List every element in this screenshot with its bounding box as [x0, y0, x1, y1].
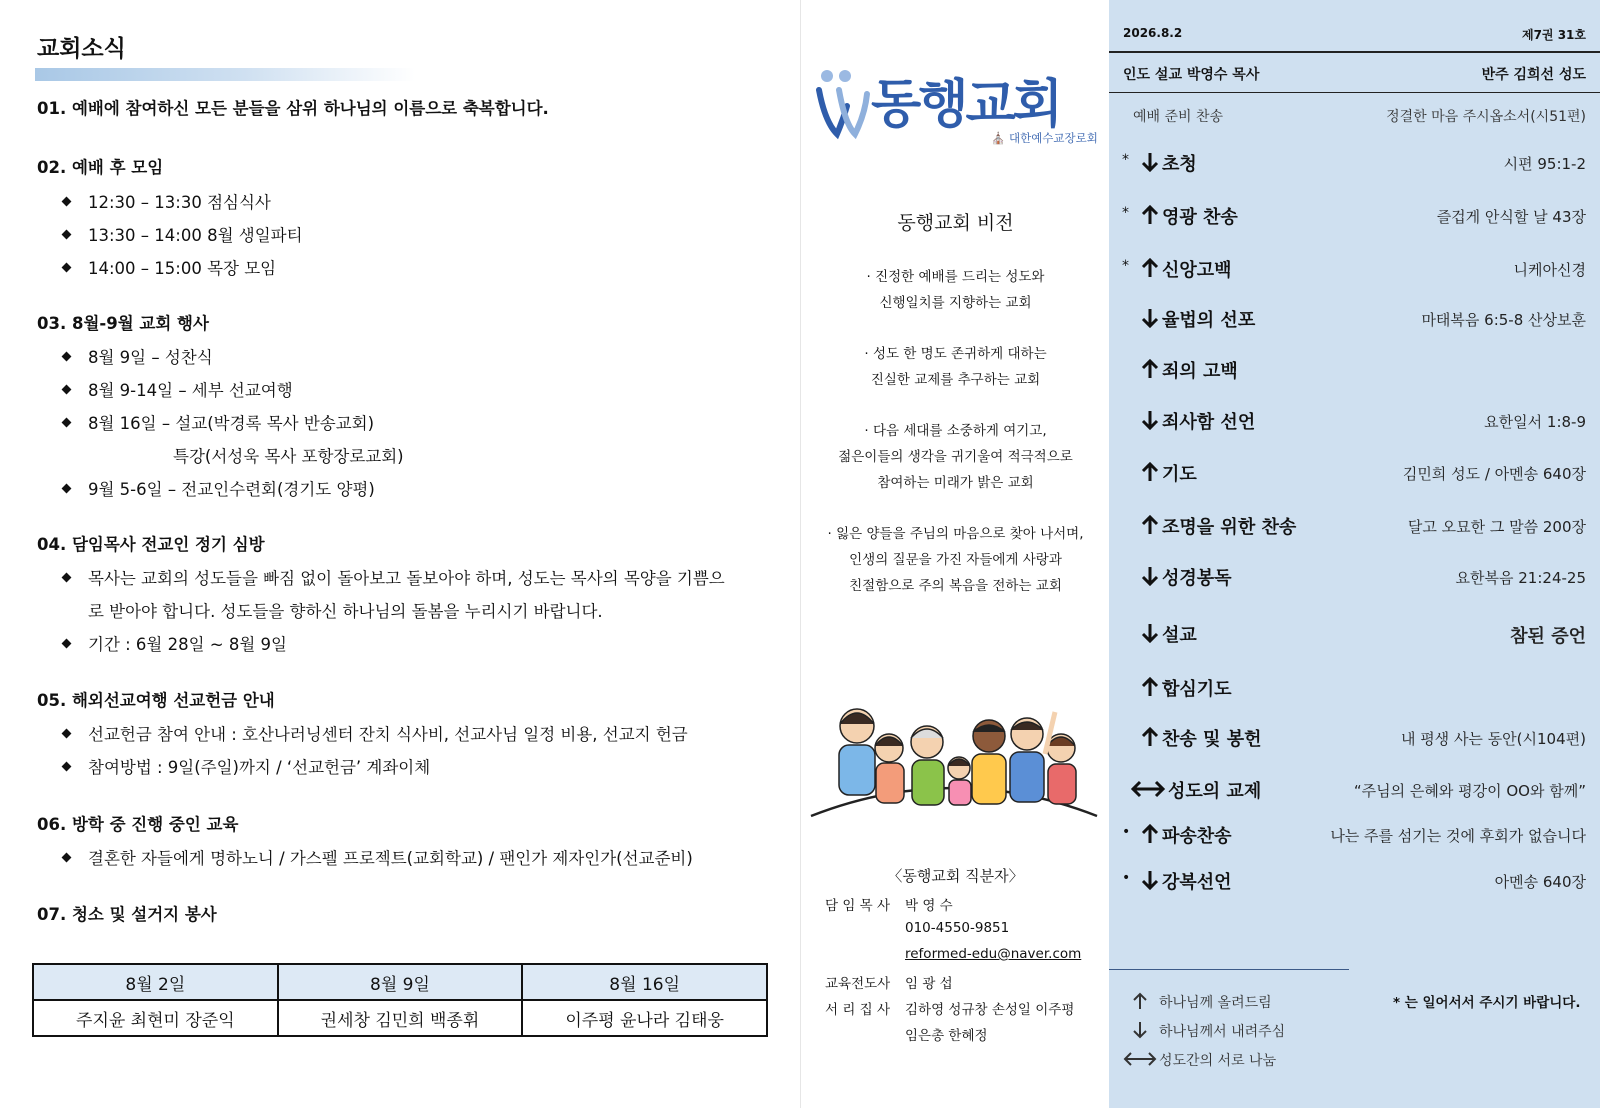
arrow-down-icon [1141, 870, 1159, 890]
vision-panel [800, 0, 1109, 1108]
order-item-label: 기도 [1162, 464, 1197, 485]
order-item-label: 성도의 교제 [1168, 781, 1262, 802]
order-item [1109, 406, 1600, 436]
divider [1109, 51, 1600, 53]
order-item-value: “주님의 은혜와 평강이 OO와 함께” [1353, 782, 1586, 800]
order-item-label: 초청 [1162, 154, 1197, 175]
table-cell: 주지윤 최현미 장준익 [33, 1000, 278, 1036]
bullet-icon [62, 352, 72, 362]
staff-name: 임은총 한혜정 [905, 1028, 988, 1044]
table-row [33, 1000, 767, 1036]
arrow-up-icon [1141, 677, 1159, 697]
list-item: 13:30 – 14:00 8월 생일파티 [37, 219, 303, 252]
order-item-label: 강복선언 [1162, 872, 1232, 893]
order-item-value: 내 평생 사는 동안(시104편) [1400, 730, 1586, 748]
denomination-icon: ⛪ [991, 131, 1006, 145]
arrow-left-right-icon [1131, 779, 1165, 799]
worship-order-panel: 2026.8.2 제7권 31호 인도 설교 박영수 목사 반주 김희선 성도 예배 준비 찬송 정결한 마음 주시옵소서(시51편) * 초청 시편 95:1-2 * 영광 찬송 즐겁게 안식할 날 43장 * 신앙고백 니케아신경 율법의 선포 마태복음 6:5-8 산상보훈 죄의 고백 죄사함 선언 요한일서 1:8-9 기도 김민희 성도 / 아멘송 640장 조명을 위한 찬송 달고 오묘한 그 말씀 200장 성경봉독 요한복음 21:24-25 설교 참된 증언 합심기도 찬송 및 봉헌 내 평생 사는 동안(시104편) 성도의 교제 “주님의 은혜와 평강이 OO와 함께” • 파송찬송 나는 주를 섬기는 것에 후회가 없습니다 • 강복선언 아멘송 640장 하나님께 올려드림 하나님께서 내려주심 성도간의 서로 나눔 * 는 일어서서 주시기 바랍니다. [1109, 0, 1600, 1108]
order-item [1109, 562, 1600, 592]
bullet-icon [62, 853, 72, 863]
stand-note: * 는 일어서서 주시기 바랍니다. [1393, 995, 1581, 1011]
section-number: 03. [37, 314, 67, 333]
prep-hymn-value: 정결한 마음 주시옵소서(시51편) [1386, 109, 1586, 125]
section-number: 07. [37, 905, 67, 924]
arrow-up-icon [1141, 258, 1159, 278]
arrow-down-icon [1141, 623, 1159, 643]
list-item: 9월 5-6일 – 전교인수련회(경기도 양평) [37, 473, 404, 506]
stand-marker: * [1122, 205, 1129, 221]
staff-name: 임 광 섭 [905, 976, 953, 992]
order-item-value: 시편 95:1-2 [1503, 155, 1586, 173]
list-item: 참여방법 : 9일(주일)까지 / ‘선교헌금’ 계좌이체 [37, 751, 688, 784]
section-heading: 8월-9월 교회 행사 [71, 314, 209, 333]
order-item-label: 죄의 고백 [1162, 361, 1238, 382]
list-item: 선교헌금 참여 안내 : 호산나러닝센터 잔치 식사비, 선교사님 일정 비용, 선교지 헌금 [37, 718, 688, 751]
divider [1109, 969, 1349, 970]
news-section-7 [37, 904, 217, 926]
stand-marker: * [1122, 258, 1129, 274]
order-item-label: 조명을 위한 찬송 [1162, 517, 1297, 538]
section-number: 04. [37, 535, 67, 554]
list-item: 12:30 – 13:30 점심식사 [37, 186, 303, 219]
title-underline [35, 68, 415, 81]
order-item-label: 찬송 및 봉헌 [1162, 729, 1262, 750]
church-logo [815, 62, 1100, 152]
vision-item: · 잃은 양들을 주님의 마음으로 찾아 나서며, 인생의 질문을 가진 자들에게 사랑과 친절함으로 주의 복음을 전하는 교회 [827, 526, 1084, 594]
bullet-icon [62, 197, 72, 207]
order-item-value: 달고 오묘한 그 말씀 200장 [1407, 518, 1586, 536]
order-item [1109, 254, 1600, 284]
arrow-down-icon [1141, 566, 1159, 586]
vision-item: · 성도 한 명도 존귀하게 대하는 진실한 교제를 추구하는 교회 [864, 346, 1047, 388]
staff-email-link[interactable]: reformed-edu@naver.com [905, 946, 1082, 962]
section-number: 01. [37, 99, 67, 118]
staff-title: 〈동행교회 직분자〉 [887, 867, 1024, 885]
order-item-label: 설교 [1162, 625, 1197, 646]
list-item: 기간 : 6월 28일 ~ 8월 9일 [37, 628, 737, 661]
people-logo-icon [815, 62, 871, 142]
arrow-up-icon [1141, 515, 1159, 535]
section-heading: 방학 중 진행 중인 교육 [71, 815, 239, 834]
news-section-5 [37, 690, 688, 784]
bulletin-date: 2026.8.2 [1123, 26, 1183, 40]
bullet-icon [62, 573, 72, 583]
order-item-value: 김민희 성도 / 아멘송 640장 [1402, 465, 1586, 483]
section-number: 02. [37, 158, 67, 177]
table-header-cell: 8월 9일 [278, 964, 523, 1000]
order-item-label: 율법의 선포 [1162, 310, 1256, 331]
arrow-down-icon [1131, 1021, 1149, 1039]
stand-marker: • [1122, 824, 1131, 840]
arrow-left-right-icon [1123, 1050, 1157, 1068]
order-item-value: 아멘송 640장 [1494, 873, 1586, 891]
list-item: 14:00 – 15:00 목장 모임 [37, 252, 303, 285]
section-heading: 담임목사 전교인 정기 심방 [71, 535, 265, 554]
section-heading: 예배에 참여하신 모든 분들을 삼위 하나님의 이름으로 축복합니다. [71, 99, 549, 118]
table-header-cell: 8월 2일 [33, 964, 278, 1000]
order-item [1109, 511, 1600, 541]
arrow-down-icon [1141, 410, 1159, 430]
bullet-icon [62, 762, 72, 772]
bullet-icon [62, 418, 72, 428]
staff-role: 담 임 목 사 [825, 898, 891, 914]
cleaning-schedule-table [32, 963, 768, 1037]
order-item-label: 영광 찬송 [1162, 207, 1238, 228]
bullet-icon [62, 639, 72, 649]
arrow-up-icon [1131, 992, 1149, 1010]
order-item [1109, 820, 1600, 850]
prep-hymn-label: 예배 준비 찬송 [1133, 109, 1224, 125]
order-item-label: 신앙고백 [1162, 260, 1232, 281]
arrow-down-icon [1141, 152, 1159, 172]
list-item: 8월 16일 – 설교(박경록 목사 반송교회) 특강(서성욱 목사 포항장로교회) [37, 407, 404, 473]
bulletin-issue: 제7권 31호 [1521, 28, 1586, 42]
order-item [1109, 775, 1600, 805]
news-section-4 [37, 534, 737, 661]
order-item [1109, 304, 1600, 334]
arrow-up-icon [1141, 727, 1159, 747]
arrow-up-icon [1141, 205, 1159, 225]
logo-text: 동행교회 [871, 75, 1060, 135]
order-item-label: 파송찬송 [1162, 826, 1232, 847]
stand-marker: * [1122, 152, 1129, 168]
list-item-continuation: 특강(서성욱 목사 포항장로교회) [173, 447, 404, 466]
section-number: 05. [37, 691, 67, 710]
bullet-icon [62, 263, 72, 273]
arrow-up-icon [1141, 359, 1159, 379]
arrow-up-icon [1141, 462, 1159, 482]
accompanist-info: 반주 김희선 성도 [1481, 67, 1586, 83]
leader-info: 인도 설교 박영수 목사 [1123, 67, 1260, 83]
vision-item: · 다음 세대를 소중하게 여기고, 젊은이들의 생각을 귀기울여 적극적으로 참여하는 미래가 밝은 교회 [838, 423, 1073, 491]
vision-item: · 진정한 예배를 드리는 성도와 신행일치를 지향하는 교회 [866, 269, 1045, 311]
bullet-icon [62, 484, 72, 494]
bullet-icon [62, 385, 72, 395]
order-item [1109, 723, 1600, 753]
bullet-icon [62, 230, 72, 240]
news-section-1 [37, 98, 549, 120]
list-item: 8월 9일 – 성찬식 [37, 341, 404, 374]
order-item [1109, 619, 1600, 649]
order-item-value: 요한일서 1:8-9 [1484, 413, 1586, 431]
order-item [1109, 148, 1600, 178]
table-header-cell: 8월 16일 [522, 964, 767, 1000]
arrow-down-icon [1141, 308, 1159, 328]
section-heading: 해외선교여행 선교헌금 안내 [71, 691, 275, 710]
news-section-6 [37, 814, 693, 875]
order-item [1109, 866, 1600, 896]
staff-role: 교육전도사 [825, 976, 891, 992]
order-item-label: 죄사함 선언 [1162, 412, 1256, 433]
news-section-3 [37, 313, 404, 506]
staff-phone: 010-4550-9851 [905, 920, 1010, 936]
stand-marker: • [1122, 870, 1131, 886]
logo-subtitle: ⛪ 대한예수교장로회 [991, 131, 1098, 145]
list-item: 결혼한 자들에게 명하노니 / 가스펠 프로젝트(교회학교) / 팬인가 제자인가(선교준비) [37, 842, 693, 875]
bullet-icon [62, 729, 72, 739]
section-heading: 예배 후 모임 [71, 158, 164, 177]
section-heading: 청소 및 설거지 봉사 [71, 905, 217, 924]
arrow-up-icon [1141, 824, 1159, 844]
order-item-value: 니케아신경 [1513, 261, 1586, 279]
table-header-row [33, 964, 767, 1000]
order-item [1109, 673, 1600, 703]
staff-name: 김하영 성규창 손성일 이주평 [905, 1002, 1075, 1018]
order-item-label: 합심기도 [1162, 679, 1232, 700]
order-item [1109, 201, 1600, 231]
order-item [1109, 355, 1600, 385]
table-cell: 권세창 김민희 백종휘 [278, 1000, 523, 1036]
order-item-value: 즐겁게 안식할 날 43장 [1436, 208, 1586, 226]
order-item-label: 성경봉독 [1162, 568, 1232, 589]
list-item: 8월 9-14일 – 세부 선교여행 [37, 374, 404, 407]
staff-role: 서 리 집 사 [825, 1002, 891, 1018]
order-item-value: 참된 증언 [1510, 626, 1586, 647]
order-item-value: 마태복음 6:5-8 산상보훈 [1421, 311, 1586, 329]
order-item [1109, 458, 1600, 488]
news-section-2 [37, 157, 303, 285]
table-cell: 이주평 윤나라 김태웅 [522, 1000, 767, 1036]
list-item: 목사는 교회의 성도들을 빠짐 없이 돌아보고 돌보아야 하며, 성도는 목사의 목양을 기쁨으로 받아야 합니다. 성도들을 향하신 하나님의 돌봄을 누리시기 바랍니다. [37, 562, 737, 628]
order-item-value: 나는 주를 섬기는 것에 후회가 없습니다 [1330, 827, 1586, 845]
news-title: 교회소식 [37, 36, 126, 62]
family-illustration [809, 690, 1099, 830]
order-item-value: 요한복음 21:24-25 [1455, 569, 1586, 587]
section-number: 06. [37, 815, 67, 834]
staff-name: 박 영 수 [905, 898, 953, 914]
divider [1109, 92, 1600, 93]
vision-title: 동행교회 비전 [897, 212, 1014, 234]
